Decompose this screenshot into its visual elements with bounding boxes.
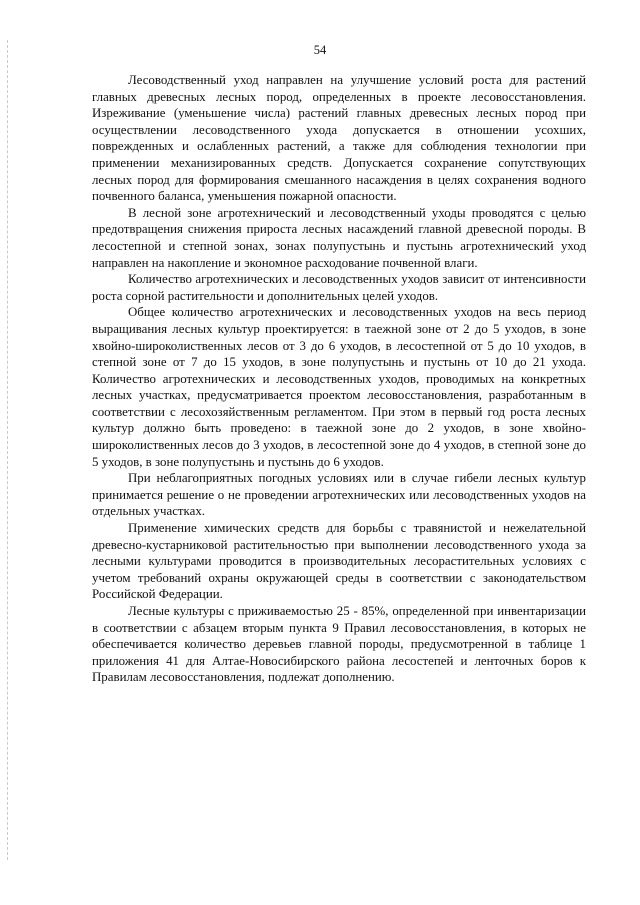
paragraph-chemical-agents: Применение химических средств для борьбы с травянистой и нежелательной древесно-кустарниковой растительностью при выполнении лесоводственного ухода за лесными культурами проводится в производительных лесорастительных условиях с учетом требований охраны окружающей среды в соответствии с законодательством Российской Федерации. [92,521,586,602]
document-body [92,72,586,686]
page-number: 54 [313,43,327,57]
paragraph-forest-zone-care: В лесной зоне агротехнический и лесоводственный уходы проводятся с целью предотвращения снижения прироста лесных насаждений главной древесной породы. В лесостепной и степной зонах, зонах полупустынь и пустынь агротехнический уход направлен на накопление и экономное расходование почвенной влаги. [92,205,586,270]
paragraph-total-care-count: Общее количество агротехнических и лесоводственных уходов на весь период выращивания лесных культур проектируется: в таежной зоне от 2 до 5 уходов, в зоне хвойно-широколиственных лесов от 3 до 6 уходов, в лесостепной от 5 до 10 уходов, в степной зоне от 7 до 15 уходов, в зоне полупустынь и пустынь от 10 до 21 ухода. Количество агротехнических и лесоводственных уходов, проводимых на конкретных лесных участках, предусматривается проектом лесовосстановления, разработанным в соответствии с лесохозяйственным регламентом. При этом в первый год роста лесных культур должно быть проведено: в таежной зоне до 2 уходов, в зоне хвойно-широколиственных лесов до 3 уходов, в лесостепной зоне до 4 уходов, в степной зоне до 5 уходов, в зоне полупустынь и пустынь до 6 уходов. [92,305,586,469]
paragraph-care-quantity: Количество агротехнических и лесоводственных уходов зависит от интенсивности роста сорной растительности и дополнительных целей уходов. [92,272,586,303]
paragraph-survival-rate: Лесные культуры с приживаемостью 25 - 85%, определенной при инвентаризации в соответствии с абзацем вторым пункта 9 Правил лесовосстановления, в которых не обеспечивается количество деревьев главной породы, предусмотренной в таблице 1 приложения 41 для Алтае-Новосибирского района лесостепей и ленточных боров к Правилам лесовосстановления, подлежат дополнению. [92,604,586,685]
paragraph-unfavorable-conditions: При неблагоприятных погодных условиях или в случае гибели лесных культур принимается решение о не проведении агротехнических или лесоводственных уходов на отдельных участках. [92,471,586,519]
binding-margin-line [7,40,8,860]
paragraph-silvicultural-care: Лесоводственный уход направлен на улучшение условий роста для растений главных древесных лесных пород, определенных в проекте лесовосстановления. Изреживание (уменьшение числа) растений главных древесных лесных пород при осуществлении лесоводственного ухода допускается в отношении усохших, поврежденных и ослабленных растений, а также для соблюдения технологии при применении механизированных средств. Допускается сохранение сопутствующих лесных пород для формирования смешанного насаждения в целях сохранения водного почвенного баланса, уменьшения пожарной опасности. [92,73,586,204]
